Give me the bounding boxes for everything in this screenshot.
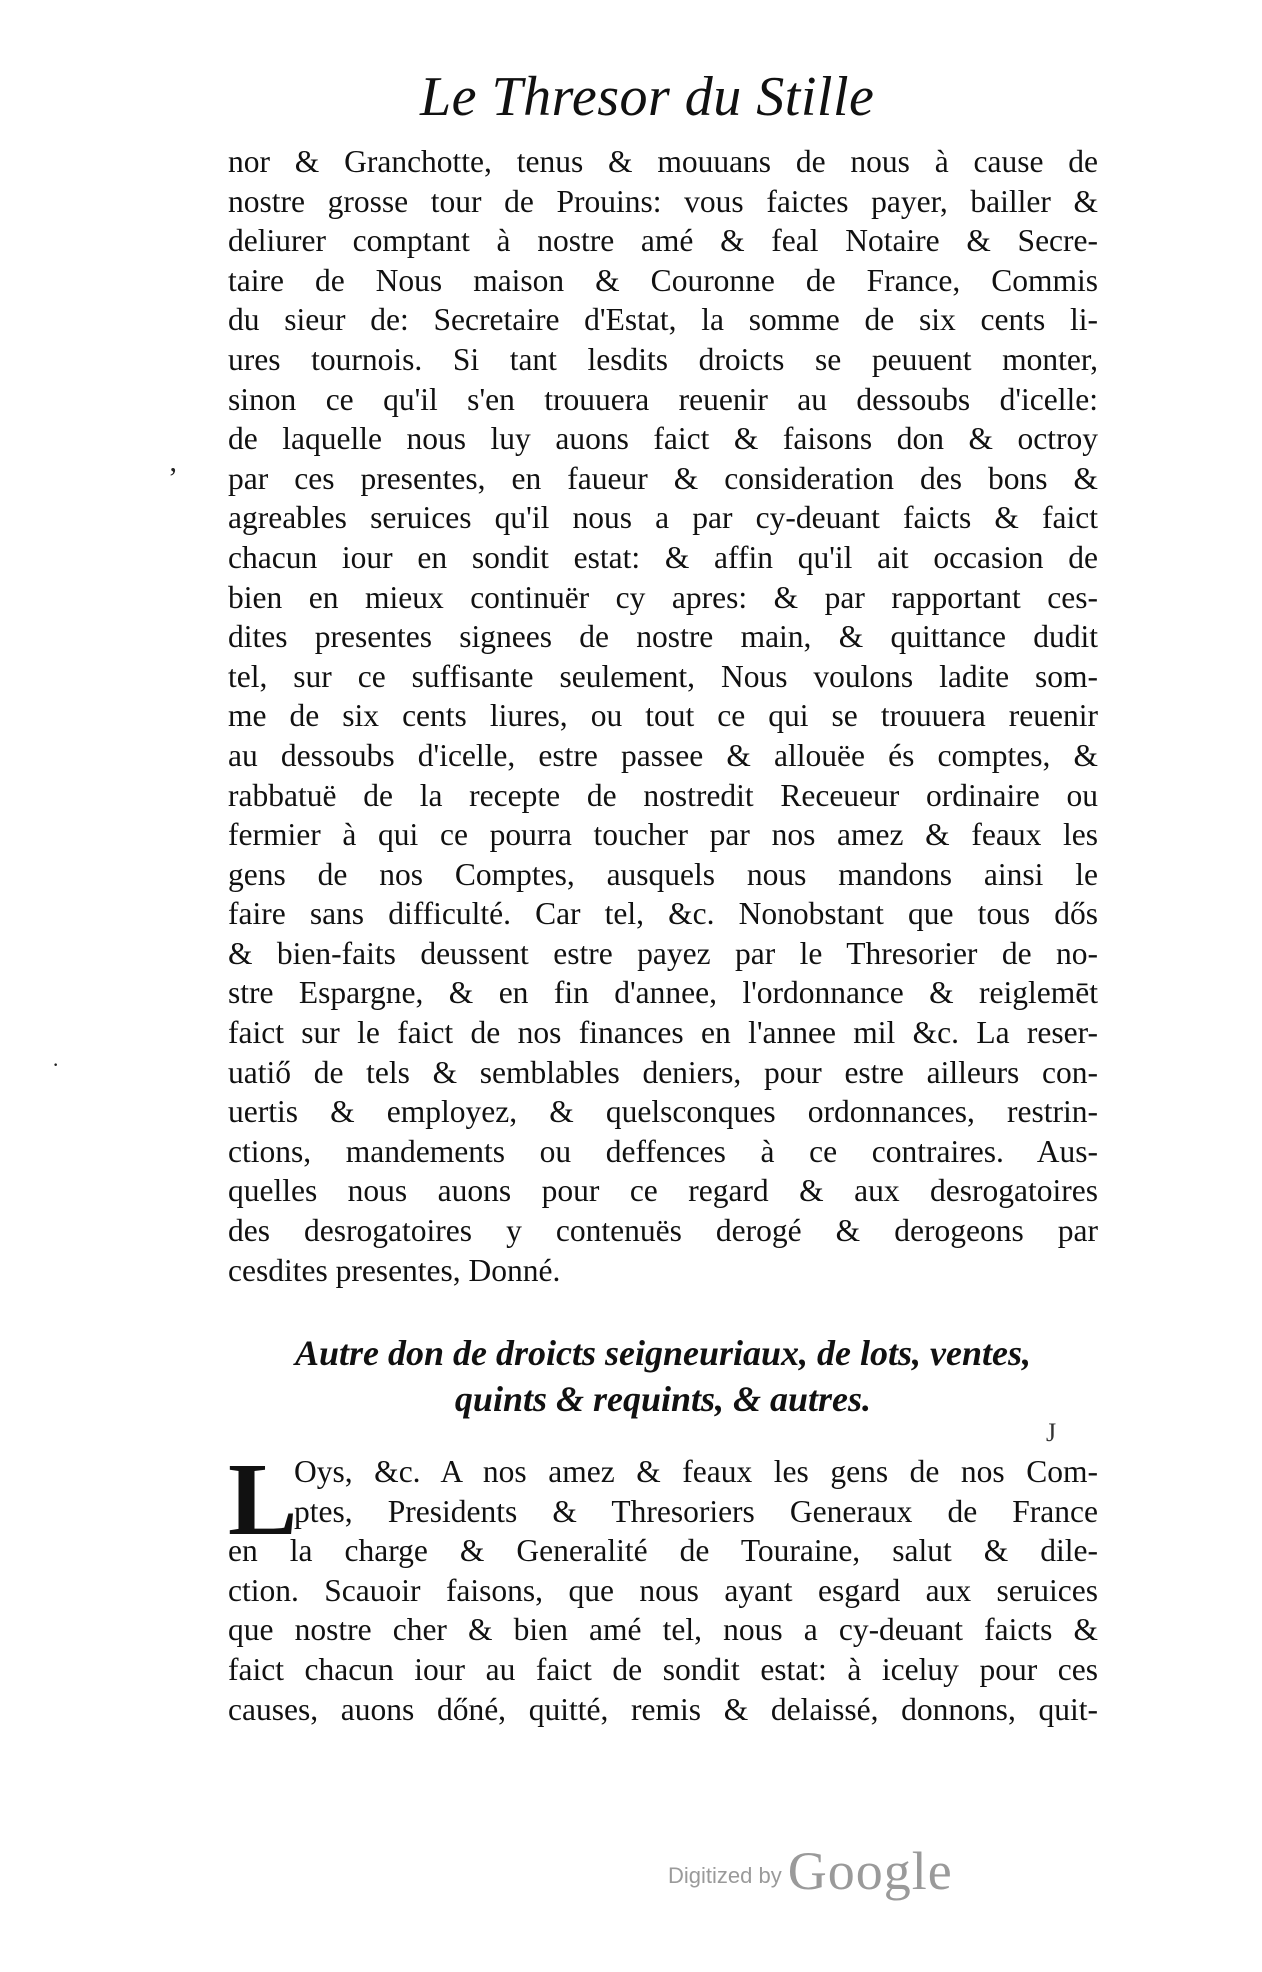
body-line: du sieur de: Secretaire d'Estat, la somme de six cents li- [228, 302, 1098, 338]
section-heading-line: Autre don de droicts seigneuriaux, de lots, ventes, [294, 1333, 1032, 1373]
google-watermark [668, 1840, 953, 1902]
body-line: au dessoubs d'icelle, estre passee & allouëe és comptes, & [228, 737, 1098, 773]
body-line: rabbatuë de la recepte de nostredit Receueur ordinaire ou [228, 777, 1098, 813]
body-line: par ces presentes, en faueur & consideration des bons & [228, 460, 1098, 496]
body-line: stre Espargne, & en fin d'annee, l'ordonnance & reiglemēt [228, 975, 1098, 1011]
body-line: chacun iour en sondit estat: & affin qu'il ait occasion de [228, 539, 1098, 575]
body-line: sinon ce qu'il s'en trouuera reuenir au dessoubs d'icelle: [228, 381, 1098, 417]
body-line: nostre grosse tour de Prouins: vous faictes payer, bailler & [228, 183, 1098, 219]
body-line: des desrogatoires y contenuës derogé & derogeons par [228, 1213, 1098, 1249]
letter-text [228, 1442, 1098, 1729]
body-line: ctions, mandements ou deffences à ce contraires. Aus- [228, 1133, 1098, 1169]
body-line: taire de Nous maison & Couronne de France, Commis [228, 262, 1098, 298]
margin-mark: · [52, 1052, 60, 1077]
body-line: tel, sur ce suffisante seulement, Nous voulons ladite som- [228, 658, 1098, 694]
body-line: ures tournois. Si tant lesdits droicts se peuuent monter, [228, 341, 1098, 377]
body-line: deliurer comptant à nostre amé & feal Notaire & Secre- [228, 223, 1098, 259]
letter-line: ptes, Presidents & Thresoriers Generaux de France [294, 1493, 1098, 1529]
body-line: uertis & employez, & quelsconques ordonnances, restrin- [228, 1094, 1098, 1130]
body-line: bien en mieux continuër cy apres: & par rapportant ces- [228, 579, 1098, 615]
letter-line: causes, auons dőné, quitté, remis & delaissé, donnons, quit- [228, 1691, 1098, 1727]
body-line: me de six cents liures, ou tout ce qui se trouuera reuenir [228, 698, 1098, 734]
body-line: faire sans difficulté. Car tel, &c. Nonobstant que tous dős [228, 896, 1098, 932]
body-line: & bien-faits deussent estre payez par le Thresorier de no- [228, 935, 1098, 971]
margin-mark: ʼ [168, 462, 178, 495]
letter-line: que nostre cher & bien amé tel, nous a cy-deuant faicts & [228, 1612, 1098, 1648]
watermark-digitized-by: Digitized by [668, 1863, 782, 1888]
body-line: agreables seruices qu'il nous a par cy-deuant faicts & faict [228, 500, 1098, 536]
body-line: nor & Granchotte, tenus & mouuans de nous à cause de [228, 144, 1098, 179]
body-line: de laquelle nous luy auons faict & faisons don & octroy [228, 421, 1098, 457]
body-line: cesdites presentes, Donné. [228, 1252, 561, 1288]
section-heading-line: quints & requints, & autres. [454, 1379, 872, 1419]
running-head: Le Thresor du Stille [420, 66, 875, 128]
body-line: uatiő de tels & semblables deniers, pour estre ailleurs con- [228, 1054, 1098, 1090]
letter-line: en la charge & Generalité de Touraine, salut & dile- [228, 1533, 1098, 1569]
body-line: faict sur le faict de nos finances en l'annee mil &c. La reser- [228, 1015, 1098, 1051]
stray-mark: J [1046, 1418, 1057, 1447]
letter-line: Oys, &c. A nos amez & feaux les gens de nos Com- [294, 1454, 1098, 1489]
body-line: gens de nos Comptes, ausquels nous mandons ainsi le [228, 856, 1098, 892]
letter-line: faict chacun iour au faict de sondit estat: à iceluy pour ces [228, 1651, 1098, 1687]
body-line: fermier à qui ce pourra toucher par nos amez & feaux les [228, 817, 1098, 853]
section-heading [228, 1330, 1098, 1422]
drop-cap: L [228, 1442, 298, 1557]
google-logo: Google [787, 1841, 953, 1901]
body-line: quelles nous auons pour ce regard & aux desrogatoires [228, 1173, 1098, 1209]
body-text [228, 142, 1098, 1290]
body-line: dites presentes signees de nostre main, & quittance dudit [228, 619, 1098, 655]
letter-line: ction. Scauoir faisons, que nous ayant esgard aux seruices [228, 1572, 1098, 1608]
